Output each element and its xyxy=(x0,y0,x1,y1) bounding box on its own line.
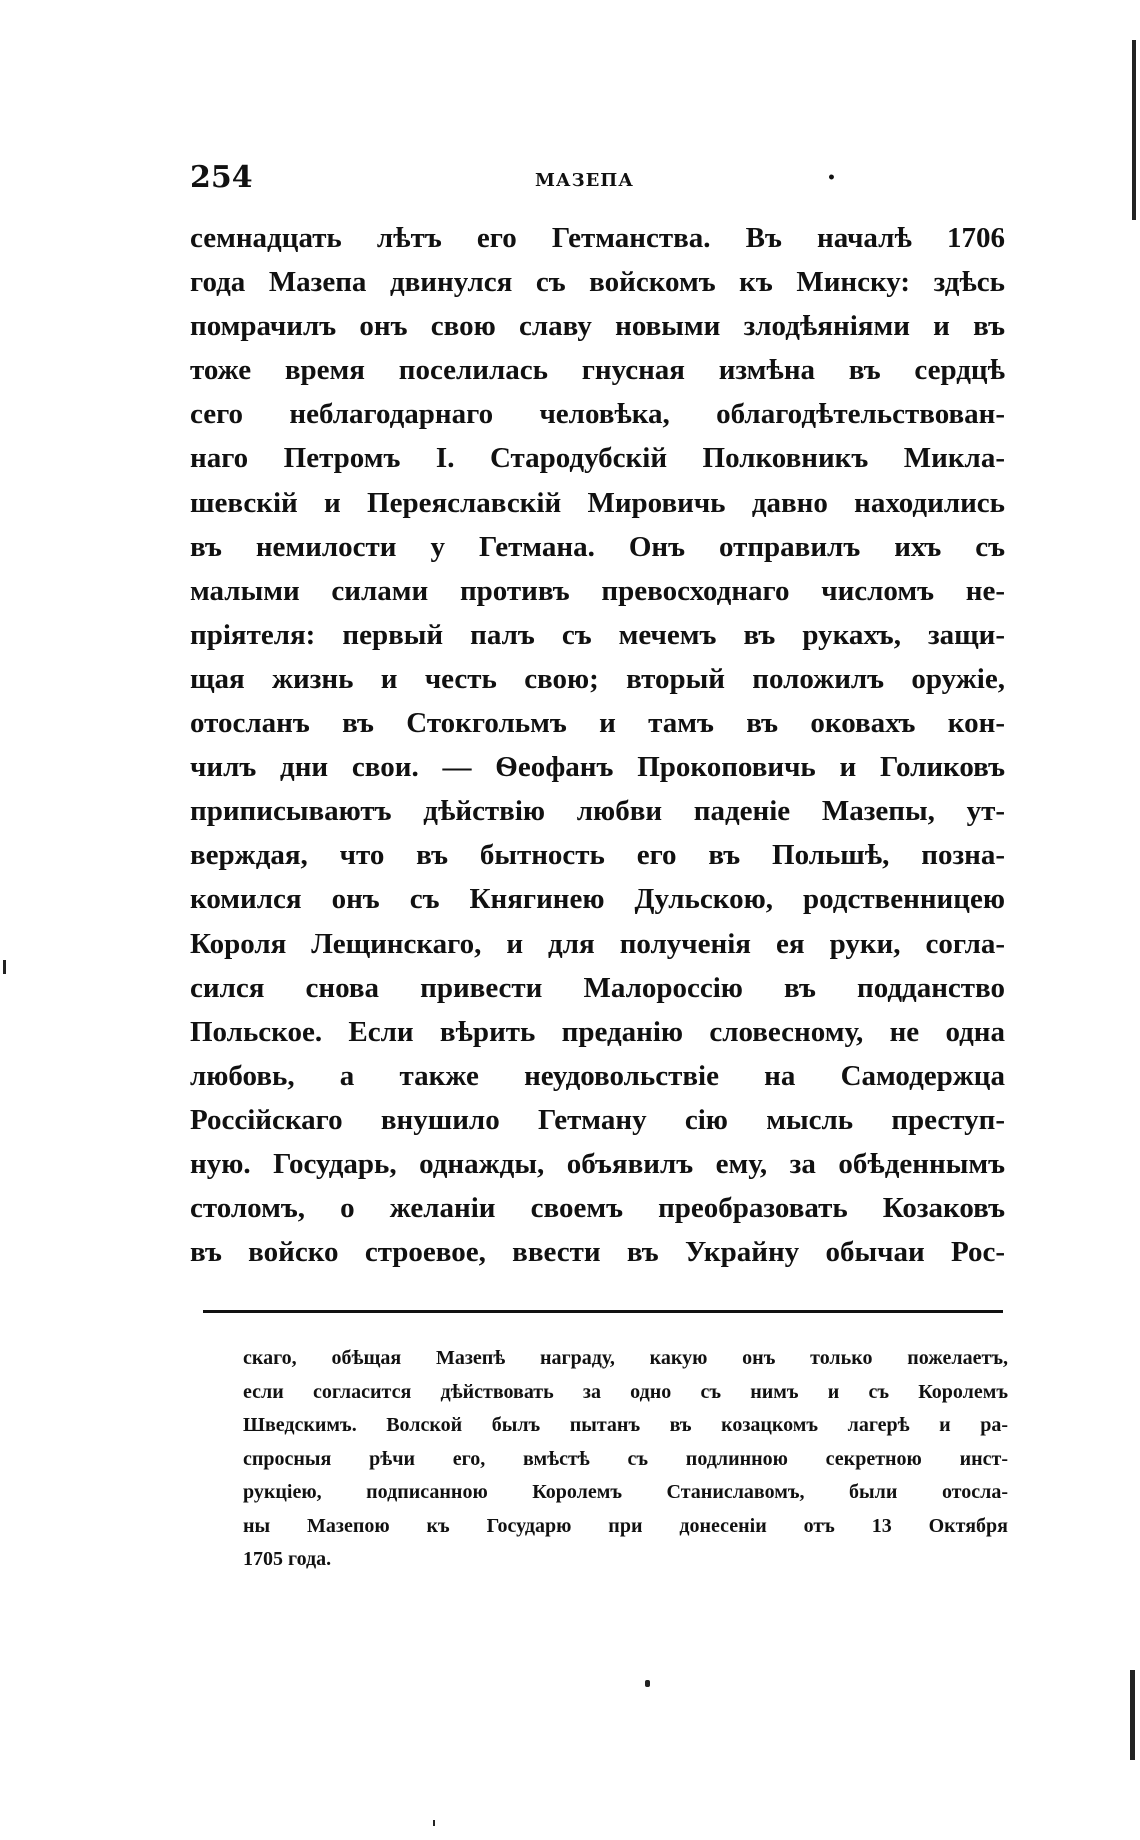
text-line: Россійскаго внушило Гетману сію мысль преступ- xyxy=(190,1103,1005,1136)
text-line: верждая, что въ бытность его въ Польшѣ, позна- xyxy=(190,839,1005,872)
text-line: шевскій и Переяславскій Мировичь давно находились xyxy=(190,486,1005,519)
text-line: комился онъ съ Княгинею Дульскою, родственницею xyxy=(190,883,1005,916)
text-line: чилъ дни свои. — Ѳеофанъ Прокоповичь и Голиковъ xyxy=(190,751,1005,784)
main-text xyxy=(190,216,1005,1274)
text-line: Короля Лещинскаго, и для полученія ея руки, согла- xyxy=(190,927,1005,960)
scan-edge-mark xyxy=(3,960,6,974)
footnote-divider xyxy=(203,1310,1003,1313)
text-line: приписываютъ дѣйствію любви паденіе Мазепы, ут- xyxy=(190,795,1005,828)
text-line: въ немилости у Гетмана. Онъ отправилъ ихъ съ xyxy=(190,530,1005,563)
footnote-line: ны Мазепою къ Государю при донесеніи отъ 13 Октября xyxy=(243,1514,1008,1537)
page-header xyxy=(190,160,1000,200)
running-title: МАЗЕПА xyxy=(535,170,634,191)
text-line: сился снова привести Малороссію въ подданство xyxy=(190,971,1005,1004)
header-dot: • xyxy=(827,170,836,186)
page-number: 254 xyxy=(190,160,253,195)
scan-edge-mark xyxy=(1132,40,1136,220)
footnote-line: скаго, обѣщая Мазепѣ награду, какую онъ только пожелаетъ, xyxy=(243,1347,1008,1369)
text-line: помрачилъ онъ свою славу новыми злодѣяніями и въ xyxy=(190,310,1005,343)
scan-edge-mark xyxy=(1130,1670,1135,1760)
footnote-line: 1705 года. xyxy=(243,1548,332,1570)
footnote-line: если согласится дѣйствовать за одно съ нимъ и съ Королемъ xyxy=(243,1380,1008,1403)
ink-speck xyxy=(433,1820,435,1826)
footnote-line: спросныя рѣчи его, вмѣстѣ съ подлинною секретною инст- xyxy=(243,1447,1008,1470)
text-line: малыми силами противъ превосходнаго числомъ не- xyxy=(190,574,1005,607)
footnote-line: Шведскимъ. Волской былъ пытанъ въ козацкомъ лагерѣ и ра- xyxy=(243,1414,1008,1436)
text-line: года Мазепа двинулся съ войскомъ къ Минску: здѣсь xyxy=(190,266,1005,299)
ink-speck xyxy=(645,1680,650,1687)
text-line: тоже время поселилась гнусная измѣна въ сердцѣ xyxy=(190,354,1005,387)
footnote xyxy=(243,1342,1008,1577)
text-line: любовь, а также неудовольствіе на Самодержца xyxy=(190,1059,1005,1092)
text-line: Польское. Если вѣрить преданію словесному, не одна xyxy=(190,1015,1005,1048)
text-line: ную. Государь, однажды, объявилъ ему, за обѣденнымъ xyxy=(190,1147,1005,1180)
text-line: отосланъ въ Стокгольмъ и тамъ въ оковахъ кон- xyxy=(190,707,1005,740)
text-line: столомъ, о желаніи своемъ преобразовать Козаковъ xyxy=(190,1192,1005,1225)
text-line: въ войско строевое, ввести въ Украйну обычаи Рос- xyxy=(190,1236,1005,1269)
text-line: пріятеля: первый палъ съ мечемъ въ рукахъ, защи- xyxy=(190,618,1005,651)
text-line: семнадцать лѣтъ его Гетманства. Въ началѣ 1706 xyxy=(190,222,1005,254)
text-line: сего неблагодарнаго человѣка, облагодѣтельствован- xyxy=(190,398,1005,431)
footnote-line: рукціею, подписанною Королемъ Станиславомъ, были отосла- xyxy=(243,1481,1008,1503)
text-line: наго Петромъ I. Стародубскій Полковникъ Микла- xyxy=(190,442,1005,475)
text-line: щая жизнь и честь свою; вторый положилъ оружіе, xyxy=(190,662,1005,695)
